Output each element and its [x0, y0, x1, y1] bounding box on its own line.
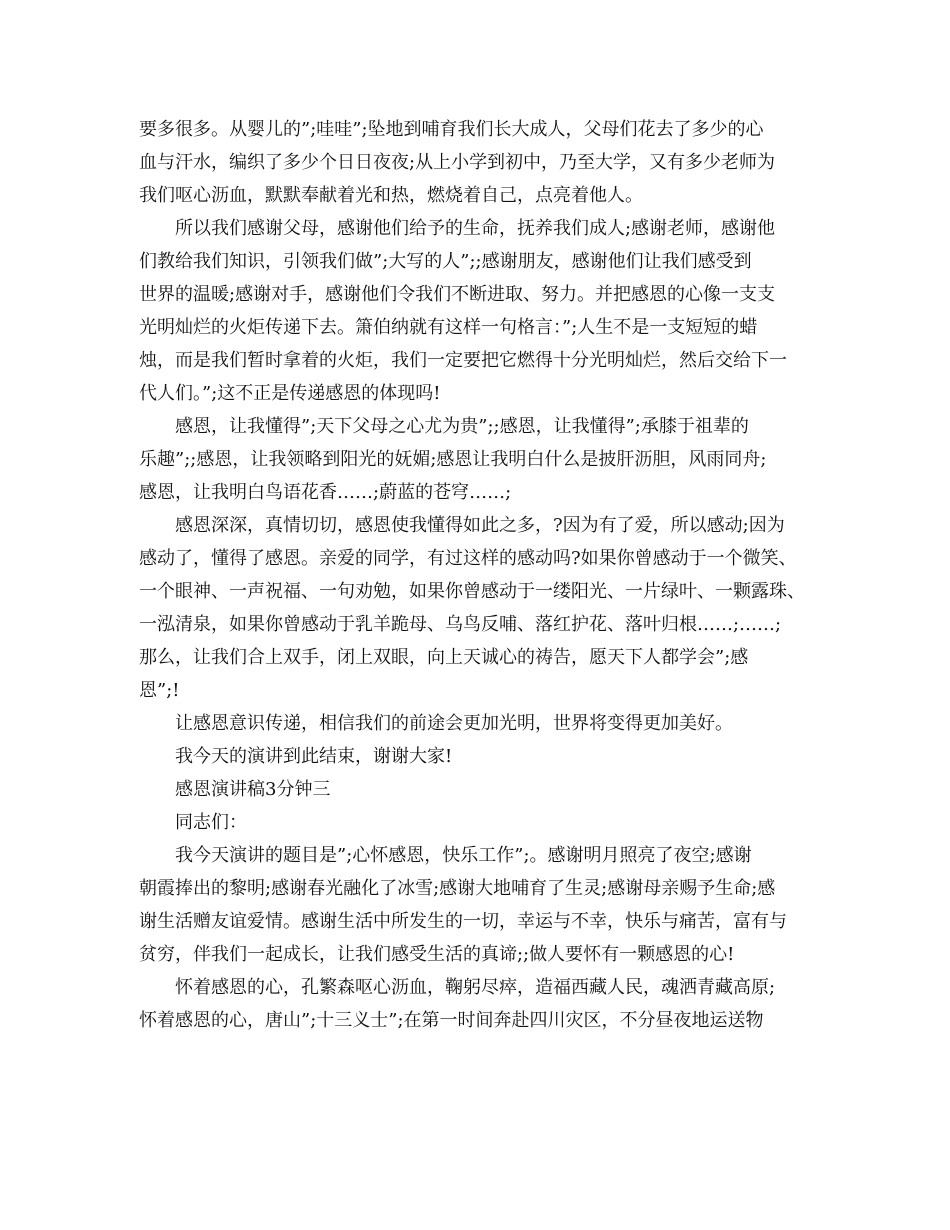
text-line: 恩”;!: [139, 680, 180, 701]
section-heading: 感恩演讲稿3分钟三: [175, 779, 331, 800]
text-line: 代人们。”;这不正是传递感恩的体现吗!: [139, 383, 441, 404]
text-line: 怀着感恩的心，唐山”;十三义士”;在第一时间奔赴四川灾区，不分昼夜地运送物: [139, 1010, 764, 1031]
text-line: 贫穷，伴我们一起成长，让我们感受生活的真谛;;做人要怀有一颗感恩的心!: [139, 944, 735, 965]
text-line: 怀着感恩的心，孔繁森呕心沥血，鞠躬尽瘁，造福西藏人民，魂洒青藏高原;: [175, 977, 776, 998]
text-line: 让感恩意识传递，相信我们的前途会更加光明，世界将变得更加美好。: [175, 713, 733, 734]
text-line: 血与汗水，编织了多少个日日夜夜;从上小学到初中，乃至大学，又有多少老师为: [139, 152, 776, 173]
text-line: 乐趣”;;感恩，让我领略到阳光的妩媚;感恩让我明白什么是披肝沥胆，风雨同舟;: [139, 449, 767, 470]
text-line: 谢生活赠友谊爱情。感谢生活中所发生的一切，幸运与不幸，快乐与痛苦，富有与: [139, 911, 787, 932]
text-line: 们教给我们知识，引领我们做”;大写的人”;;感谢朋友，感谢他们让我们感受到: [139, 251, 752, 272]
text-line: 世界的温暖;感谢对手，感谢他们令我们不断进取、努力。并把感恩的心像一支支: [139, 284, 776, 305]
text-line: 光明灿烂的火炬传递下去。箫伯纳就有这样一句格言：”;人生不是一支短短的蜡: [139, 317, 758, 338]
text-line: 要多很多。从婴儿的”;哇哇”;坠地到哺育我们长大成人，父母们花去了多少的心: [139, 119, 764, 140]
text-line: 所以我们感谢父母，感谢他们给予的生命，抚养我们成人;感谢老师，感谢他: [175, 218, 776, 239]
text-line: 感恩，让我明白鸟语花香……;蔚蓝的苍穹……;: [139, 482, 512, 503]
text-line: 我今天的演讲到此结束，谢谢大家!: [175, 746, 453, 767]
text-line: 那么，让我们合上双手，闭上双眼，向上天诚心的祷告，愿天下人都学会”;感: [139, 647, 749, 668]
salutation: 同志们：: [175, 812, 247, 833]
text-line: 感恩深深，真情切切，感恩使我懂得如此之多，?因为有了爱，所以感动;因为: [175, 515, 785, 536]
text-line: 我今天演讲的题目是”;心怀感恩，快乐工作”;。感谢明月照亮了夜空;感谢: [175, 845, 752, 866]
text-line: 一泓清泉，如果你曾感动于乳羊跪母、乌鸟反哺、落红护花、落叶归根……;……;: [139, 614, 782, 635]
text-line: 感恩，让我懂得”;天下父母之心尤为贵”;;感恩，让我懂得”;承膝于祖辈的: [175, 416, 749, 437]
text-line: 感动了，懂得了感恩。亲爱的同学，有过这样的感动吗?如果你曾感动于一个微笑、: [139, 548, 797, 569]
text-line: 烛，而是我们暂时拿着的火炬，我们一定要把它燃得十分光明灿烂，然后交给下一: [139, 350, 787, 371]
text-line: 我们呕心沥血，默默奉献着光和热，燃烧着自己，点亮着他人。: [139, 185, 643, 206]
text-line: 朝霞捧出的黎明;感谢春光融化了冰雪;感谢大地哺育了生灵;感谢母亲赐予生命;感: [139, 878, 776, 899]
text-line: 一个眼神、一声祝福、一句劝勉，如果你曾感动于一缕阳光、一片绿叶、一颗露珠、: [139, 581, 805, 602]
